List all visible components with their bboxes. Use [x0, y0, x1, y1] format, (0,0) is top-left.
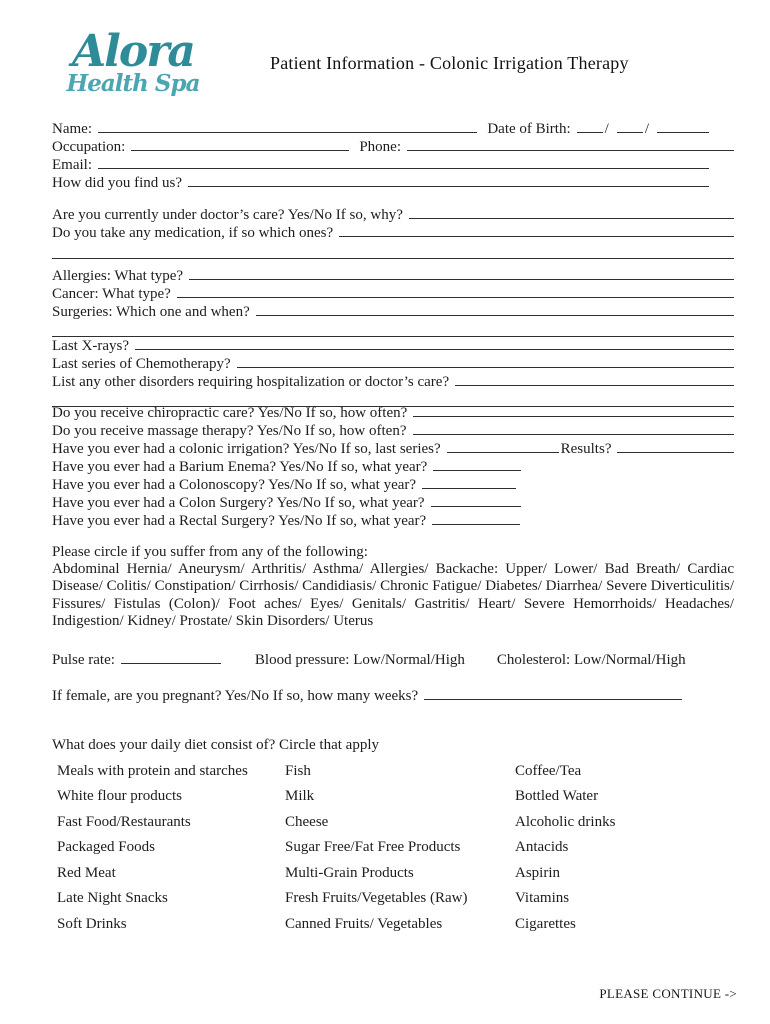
rectal-surgery-year-input-line[interactable]	[432, 512, 520, 525]
email-row	[52, 156, 734, 174]
occupation-label: Occupation:	[52, 139, 126, 155]
form-body	[52, 120, 734, 937]
barium-row	[52, 458, 734, 476]
logo-wordmark: Alora	[72, 26, 194, 77]
medication-question: Do you take any medication, if so which ones?	[52, 225, 334, 241]
cancer-row	[52, 285, 734, 303]
pulse-rate-label: Pulse rate:	[52, 651, 115, 668]
conditions-intro: Please circle if you suffer from any of the following:	[52, 544, 368, 560]
doctors-care-question: Are you currently under doctor’s care? Yes/No If so, why?	[52, 207, 403, 223]
diet-option: Fresh Fruits/Vegetables (Raw)	[285, 890, 468, 907]
colon-surgery-question: Have you ever had a Colon Surgery? Yes/No If so, what year?	[52, 495, 425, 511]
colonic-row	[52, 440, 734, 458]
pregnancy-row	[52, 687, 734, 705]
please-continue-label: PLEASE CONTINUE ->	[599, 986, 737, 1001]
surgeries-question: Surgeries: Which one and when?	[52, 304, 250, 320]
chemotherapy-row	[52, 355, 734, 373]
blood-pressure-options: Blood pressure: Low/Normal/High	[254, 651, 465, 668]
diet-option: Sugar Free/Fat Free Products	[285, 839, 461, 856]
referral-label: How did you find us?	[52, 175, 182, 191]
colonic-results-label: Results?	[560, 441, 612, 457]
surgeries-row	[52, 303, 734, 321]
colonic-question: Have you ever had a colonic irrigation? Yes/No If so, last series?	[52, 441, 441, 457]
diet-intro: What does your daily diet consist of? Circle that apply	[52, 736, 379, 753]
diet-option: Milk	[285, 788, 315, 805]
disorders-row	[52, 373, 734, 391]
medication-continued-line[interactable]	[52, 246, 734, 259]
diet-option: Antacids	[515, 839, 569, 856]
xrays-row	[52, 337, 734, 355]
conditions-list: Abdominal Hernia/ Aneurysm/ Arthritis/ Asthma/ Allergies/ Backache: Upper/ Lower/ Bad Breath/ Cardiac Disease/ Colitis/ Constipation/ Cirrhosis/ Candidiasis/ Chronic Fatigue/ Diabetes/ Diarrhea/ Severe Diverticulitis/ Fissures/ Fistulas (Colon)/ Foot aches/ Eyes/ Genitals/ Gastritis/ Heart/ Severe Hemorrhoids/ Headaches/ Indigestion/ Kidney/ Prostate/ Skin Disorders/ Uterus	[52, 561, 734, 630]
disorders-continued-row	[52, 394, 734, 404]
chiropractic-row	[52, 404, 734, 422]
diet-options-grid	[52, 759, 734, 938]
dob-day-line[interactable]	[617, 120, 643, 133]
barium-question: Have you ever had a Barium Enema? Yes/No If so, what year?	[52, 459, 428, 475]
diet-option: Soft Drinks	[57, 915, 127, 932]
chiropractic-question: Do you receive chiropractic care? Yes/No If so, how often?	[52, 405, 408, 421]
diet-option: Aspirin	[515, 864, 560, 881]
massage-input-line[interactable]	[413, 422, 735, 435]
email-label: Email:	[52, 157, 92, 173]
rectal-surgery-question: Have you ever had a Rectal Surgery? Yes/No If so, what year?	[52, 513, 427, 529]
colon-surgery-year-input-line[interactable]	[431, 494, 521, 507]
medication-input-line[interactable]	[339, 224, 734, 237]
doctors-care-row	[52, 206, 734, 224]
colonic-series-input-line[interactable]	[447, 440, 559, 453]
diet-option: Meals with protein and starches	[57, 762, 248, 779]
dob-separator: /	[644, 121, 649, 137]
doctors-care-input-line[interactable]	[409, 206, 734, 219]
diet-option: Fish	[285, 762, 311, 779]
logo-subtitle: Health Spa	[66, 70, 200, 97]
colonoscopy-year-input-line[interactable]	[422, 476, 516, 489]
pulse-rate-input-line[interactable]	[121, 651, 221, 664]
diet-option: Canned Fruits/ Vegetables	[285, 915, 443, 932]
diet-option: Fast Food/Restaurants	[57, 813, 191, 830]
disorders-question: List any other disorders requiring hospitalization or doctor’s care?	[52, 374, 450, 390]
page-title: Patient Information - Colonic Irrigation Therapy	[270, 52, 629, 73]
colonoscopy-row	[52, 476, 734, 494]
name-row	[52, 120, 734, 138]
phone-input-line[interactable]	[407, 138, 734, 151]
chiropractic-input-line[interactable]	[413, 404, 734, 417]
massage-question: Do you receive massage therapy? Yes/No If so, how often?	[52, 423, 407, 439]
diet-option: Coffee/Tea	[515, 762, 582, 779]
diet-option: Red Meat	[57, 864, 116, 881]
dob-month-line[interactable]	[577, 120, 603, 133]
colon-surgery-row	[52, 494, 734, 512]
email-input-line[interactable]	[98, 156, 709, 169]
referral-input-line[interactable]	[188, 174, 709, 187]
diet-option: Packaged Foods	[57, 839, 155, 856]
diet-option: Multi-Grain Products	[285, 864, 414, 881]
disorders-input-line[interactable]	[455, 373, 734, 386]
cancer-question: Cancer: What type?	[52, 286, 171, 302]
name-label: Name:	[52, 121, 92, 137]
xrays-input-line[interactable]	[135, 337, 734, 350]
diet-option: Cigarettes	[515, 915, 576, 932]
surgeries-continued-row	[52, 324, 734, 334]
chemotherapy-input-line[interactable]	[237, 355, 734, 368]
name-input-line[interactable]	[98, 120, 477, 133]
vitals-row	[52, 651, 734, 669]
medication-continued-row	[52, 246, 734, 256]
xrays-question: Last X-rays?	[52, 338, 130, 354]
massage-row	[52, 422, 734, 440]
colonic-results-input-line[interactable]	[617, 440, 734, 453]
medication-row	[52, 224, 734, 242]
alora-health-spa-logo	[48, 26, 218, 97]
surgeries-input-line[interactable]	[256, 303, 734, 316]
allergies-input-line[interactable]	[189, 267, 734, 280]
dob-year-line[interactable]	[657, 120, 709, 133]
cholesterol-options: Cholesterol: Low/Normal/High	[496, 651, 686, 668]
allergies-row	[52, 267, 734, 285]
allergies-question: Allergies: What type?	[52, 268, 184, 284]
diet-option: Late Night Snacks	[57, 890, 168, 907]
phone-label: Phone:	[359, 139, 401, 155]
diet-option: Vitamins	[515, 890, 570, 907]
occupation-input-line[interactable]	[131, 138, 349, 151]
diet-intro-row	[52, 737, 734, 754]
pregnancy-weeks-input-line[interactable]	[424, 687, 682, 700]
pregnancy-question: If female, are you pregnant? Yes/No If so, how many weeks?	[52, 687, 419, 704]
conditions-intro-row	[52, 544, 734, 561]
colonoscopy-question: Have you ever had a Colonoscopy? Yes/No If so, what year?	[52, 477, 417, 493]
diet-option: Bottled Water	[515, 788, 599, 805]
occupation-row	[52, 138, 734, 156]
cancer-input-line[interactable]	[177, 285, 734, 298]
surgeries-continued-line[interactable]	[52, 324, 734, 337]
rectal-surgery-row	[52, 512, 734, 530]
diet-option: Alcoholic drinks	[515, 813, 616, 830]
barium-year-input-line[interactable]	[433, 458, 521, 471]
header	[0, 0, 770, 106]
referral-row	[52, 174, 734, 192]
chemotherapy-question: Last series of Chemotherapy?	[52, 356, 231, 372]
diet-option: Cheese	[285, 813, 329, 830]
dob-separator: /	[604, 121, 609, 137]
dob-label: Date of Birth:	[487, 121, 571, 137]
diet-option: White flour products	[57, 788, 182, 805]
